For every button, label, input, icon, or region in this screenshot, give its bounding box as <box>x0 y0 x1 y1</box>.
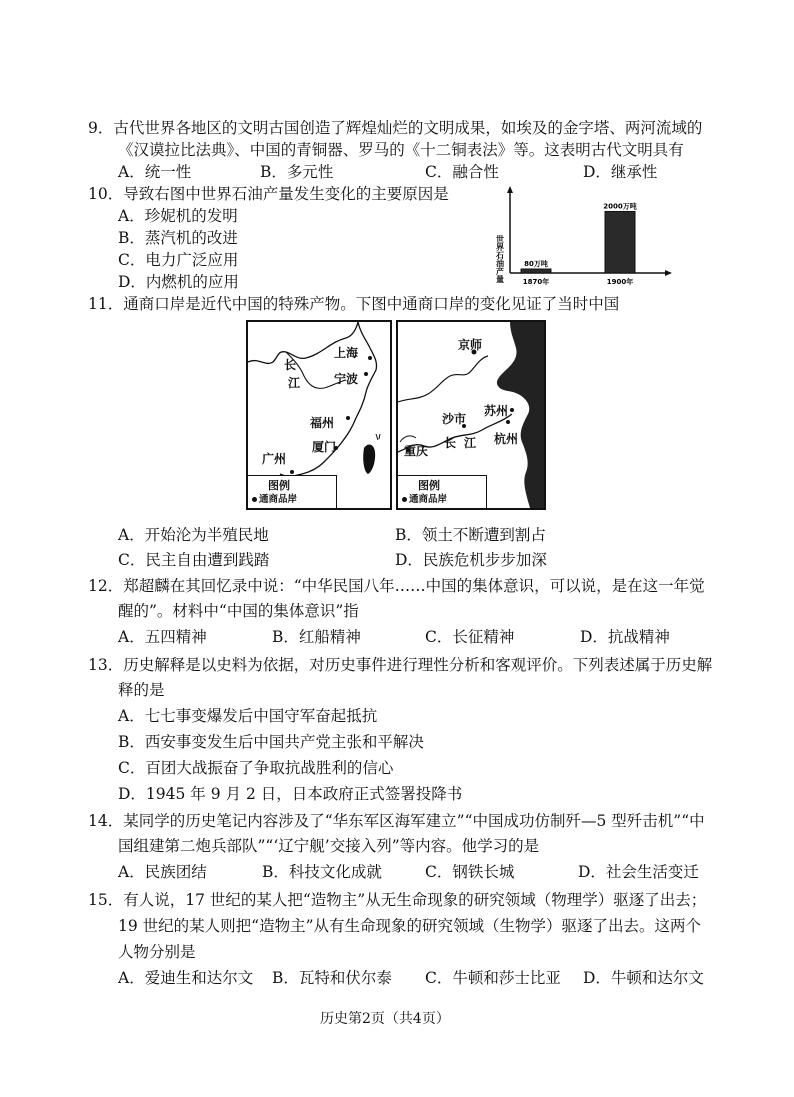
map1-legend-item <box>252 491 297 505</box>
q12-option-c: C．长征精神 <box>425 628 515 646</box>
q11-option-b: B．领土不断遭到割占 <box>395 526 546 544</box>
q14-stem-line1: 14．某同学的历史笔记内容涉及了“华东军区海军建立”“中国成功仿制歼—5 型歼击机”“中 <box>88 812 705 830</box>
q12-option-a: A．五四精神 <box>118 628 207 646</box>
q10-option-d: D．内燃机的应用 <box>118 273 239 291</box>
q9-option-c: C．融合性 <box>425 163 499 181</box>
q13-option-c: C．百团大战振奋了争取抗战胜利的信心 <box>118 759 394 777</box>
q13-option-d: D．1945 年 9 月 2 日，日本政府正式签署投降书 <box>118 785 463 803</box>
q9-stem-line1: 9．古代世界各地区的文明古国创造了辉煌灿烂的文明成果，如埃及的金字塔、两河流域的 <box>88 119 703 137</box>
map1-label-jiang: 江 <box>288 376 301 390</box>
q12-stem-line1: 12．郑超麟在其回忆录中说：“中华民国八年……中国的集体意识，可以说，是在这一年觉 <box>88 577 705 595</box>
q10-stem: 10．导致右图中世界石油产量发生变化的主要原因是 <box>88 185 449 203</box>
map2-legend <box>398 475 487 508</box>
q9-option-d: D．继承性 <box>583 163 658 181</box>
map1-legend <box>248 475 337 508</box>
q15-option-b: B．瓦特和伏尔泰 <box>272 969 392 987</box>
q13-stem-line2: 释的是 <box>118 681 165 699</box>
q11-option-c: C．民主自由遭到践踏 <box>118 551 270 569</box>
q10-option-c: C．电力广泛应用 <box>118 251 239 269</box>
map2-label-hangzhou: 杭州 <box>494 432 519 446</box>
port-dot-icon <box>402 497 407 502</box>
q15-stem-line3: 人物分别是 <box>118 943 196 961</box>
x-tick-label-1: 1900年 <box>606 278 634 286</box>
q14-option-d: D．社会生活变迁 <box>578 863 699 881</box>
q12-stem-line2: 醒的”。材料中“中国的集体意识”指 <box>118 602 359 620</box>
bar-0 <box>521 269 551 273</box>
q15-stem-line1: 15．有人说，17 世纪的某人把“造物主”从无生命现象的研究领域（物理学）驱逐了出去； <box>88 891 707 909</box>
map-treaty-ports-2 <box>396 320 546 510</box>
map2-label-chongqing: 重庆 <box>404 444 429 458</box>
map2-label-jiang: 江 <box>464 436 477 450</box>
q14-option-c: C．钢铁长城 <box>425 863 515 881</box>
map2-legend-item <box>402 491 447 505</box>
map2-label-chang: 长 <box>444 436 457 450</box>
bar-1 <box>605 211 635 273</box>
y-axis-label: 世界石油产量 <box>495 235 505 283</box>
q9-option-b: B．多元性 <box>260 163 334 181</box>
map2-legend-title: 图例 <box>418 479 440 492</box>
port-dot-icon <box>252 497 257 502</box>
map1-label-ningbo: 宁波 <box>334 372 359 386</box>
x-tick-label-0: 1870年 <box>522 278 550 286</box>
q13-stem-line1: 13．历史解释是以史料为依据，对历史事件进行理性分析和客观评价。下列表述属于历史解 <box>88 656 713 674</box>
map1-label-xiamen: 厦门 <box>312 440 337 454</box>
map1-label-fuzhou: 福州 <box>310 416 335 430</box>
map1-legend-title: 图例 <box>268 479 290 492</box>
q9-option-a: A．统一性 <box>118 163 192 181</box>
q9-stem-line2: 《汉谟拉比法典》、中国的青铜器、罗马的《十二铜表法》等。这表明古代文明具有 <box>118 141 684 159</box>
map2-label-suzhou: 苏州 <box>484 404 509 418</box>
q14-option-b: B．科技文化成就 <box>262 863 382 881</box>
q14-stem-line2: 国组建第二炮兵部队”“‘辽宁舰’交接入列”等内容。他学习的是 <box>118 837 540 855</box>
q11-stem: 11．通商口岸是近代中国的特殊产物。下图中通商口岸的变化见证了当时中国 <box>88 295 620 313</box>
map1-label-chang: 长 <box>284 358 297 372</box>
q11-option-d: D．民族危机步步加深 <box>395 551 547 569</box>
q15-option-a: A．爱迪生和达尔文 <box>118 969 254 987</box>
bar-data-label-0: 80万吨 <box>524 260 548 268</box>
q11-option-a: A．开始沦为半殖民地 <box>118 526 269 544</box>
q13-option-a: A．七七事变爆发后中国守军奋起抵抗 <box>118 707 378 725</box>
y-axis-arrow <box>507 186 513 193</box>
map-treaty-ports-1 <box>246 320 392 510</box>
page-footer: 历史第2页（共4页） <box>320 1011 450 1027</box>
map1-legend-item-label: 通商品岸 <box>259 494 298 505</box>
oil-production-chart <box>490 185 680 290</box>
map2-legend-item-label: 通商品岸 <box>409 494 448 505</box>
q14-option-a: A．民族团结 <box>118 863 207 881</box>
q13-option-b: B．西安事变发生后中国共产党主张和平解决 <box>118 733 424 751</box>
map1-label-shanghai: 上海 <box>334 346 359 360</box>
q12-option-b: B．红船精神 <box>272 628 361 646</box>
map2-label-jingshi: 京师 <box>458 338 483 352</box>
q12-option-d: D．抗战精神 <box>580 628 670 646</box>
q15-option-c: C．牛顿和莎士比亚 <box>425 969 561 987</box>
q10-option-b: B．蒸汽机的改进 <box>118 229 238 247</box>
q15-stem-line2: 19 世纪的某人则把“造物主”从有生命现象的研究领域（生物学）驱逐了出去。这两个 <box>118 917 702 935</box>
map2-label-shashi: 沙市 <box>442 412 467 426</box>
x-axis-arrow <box>665 270 672 276</box>
map1-label-guangzhou: 广州 <box>262 452 287 466</box>
bar-data-label-1: 2000万吨 <box>603 202 637 211</box>
q10-option-a: A．珍妮机的发明 <box>118 207 238 225</box>
q15-option-d: D．牛顿和达尔文 <box>583 969 704 987</box>
